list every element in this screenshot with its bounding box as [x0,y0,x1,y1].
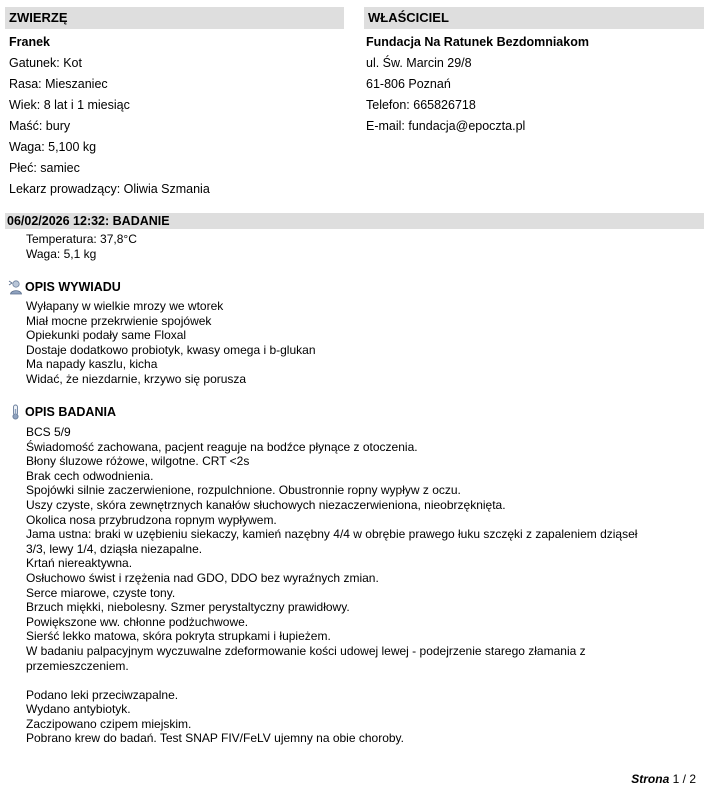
text-line: Powiększone ww. chłonne podżuchwowe. [26,614,249,629]
owner-name: Fundacja Na Ratunek Bezdomniakom [366,35,589,49]
page-number: 1 [672,772,680,786]
page-footer [631,772,696,786]
text-line: Pobrano krew do badań. Test SNAP FIV/FeLV ujemny na obie choroby. [26,731,404,746]
text-line: Wydano antybiotyk. [26,702,131,717]
animal-species: Gatunek: Kot [9,56,82,70]
text-line: W badaniu palpacyjnym wyczuwalne zdeformowanie kości udowej lewej - podejrzenie starego złamania z [26,643,586,658]
owner-email: E-mail: fundacja@epoczta.pl [366,119,526,133]
text-line: 3/3, lewy 1/4, dziąsła niezapalne. [26,541,203,556]
text-line: Okolica nosa przybrudzona ropnym wypływem. [26,512,277,527]
text-line: Brzuch miękki, niebolesny. Szmer perystaltyczny prawidłowy. [26,600,350,615]
animal-details [9,33,210,201]
owner-details [366,33,589,138]
animal-coat: Maść: bury [9,119,71,133]
animal-weight: Waga: 5,100 kg [9,140,97,154]
thermometer-icon [8,404,25,420]
history-section-title [8,279,121,295]
visit-vitals [26,232,137,261]
exam-title: OPIS BADANIA [25,405,116,419]
text-line: Widać, że niezdarnie, krzywo się porusza [26,371,247,386]
text-line: Krtań niereaktywna. [26,556,133,571]
text-line: Brak cech odwodnienia. [26,468,154,483]
person-speaking-icon [8,279,25,295]
animal-vet: Lekarz prowadzący: Oliwia Szmania [9,182,210,196]
text-line: Dostaje dodatkowo probiotyk, kwasy omega i b-glukan [26,342,316,357]
visit-header: 06/02/2026 12:32: BADANIE [5,213,704,229]
history-lines [26,299,316,387]
exam-lines [26,425,696,746]
history-title: OPIS WYWIADU [25,280,121,294]
animal-age: Wiek: 8 lat i 1 miesiąc [9,98,130,112]
text-line: Błony śluzowe różowe, wilgotne. CRT <2s [26,454,250,469]
text-line: przemieszczeniem. [26,658,129,673]
owner-phone: Telefon: 665826718 [366,98,476,112]
owner-street: ul. Św. Marcin 29/8 [366,56,472,70]
text-line: Miał mocne przekrwienie spojówek [26,313,212,328]
owner-city: 61-806 Poznań [366,77,451,91]
animal-name: Franek [9,35,50,49]
text-line: Uszy czyste, skóra zewnętrznych kanałów słuchowych niezaczerwieniona, nieobrzęknięta. [26,497,506,512]
owner-section-header: WŁAŚCICIEL [364,7,704,29]
text-line: Podano leki przeciwzapalne. [26,687,179,702]
text-line: Sierść lekko matowa, skóra pokryta strupkami i łupieżem. [26,629,331,644]
text-line: Osłuchowo świst i rzężenia nad GDO, DDO bez wyraźnych zmian. [26,570,379,585]
text-line: Opiekunki podały same Floxal [26,328,187,343]
visit-weight: Waga: 5,1 kg [26,246,97,261]
text-line: Spojówki silnie zaczerwienione, rozpulchnione. Obustronnie ropny wypływ z oczu. [26,483,461,498]
text-line: Jama ustna: braki w uzębieniu siekaczy, kamień nazębny 4/4 w obrębie prawego łuku szczęki z zapaleniem dziąseł [26,527,638,542]
animal-sex: Płeć: samiec [9,161,80,175]
text-line: Zaczipowano czipem miejskim. [26,716,192,731]
text-line: Świadomość zachowana, pacjent reaguje na bodźce płynące z otoczenia. [26,439,418,454]
text-line: BCS 5/9 [26,425,71,439]
animal-section-header: ZWIERZĘ [5,7,344,29]
text-line [26,673,696,688]
page-total: / 2 [682,772,696,786]
text-line: Wyłapany w wielkie mrozy we wtorek [26,299,224,313]
text-line: Serce miarowe, czyste tony. [26,585,176,600]
visit-temperature: Temperatura: 37,8°C [26,232,137,246]
page-label: Strona [631,772,670,786]
exam-section-title [8,404,116,420]
animal-breed: Rasa: Mieszaniec [9,77,108,91]
text-line: Ma napady kaszlu, kicha [26,357,158,372]
